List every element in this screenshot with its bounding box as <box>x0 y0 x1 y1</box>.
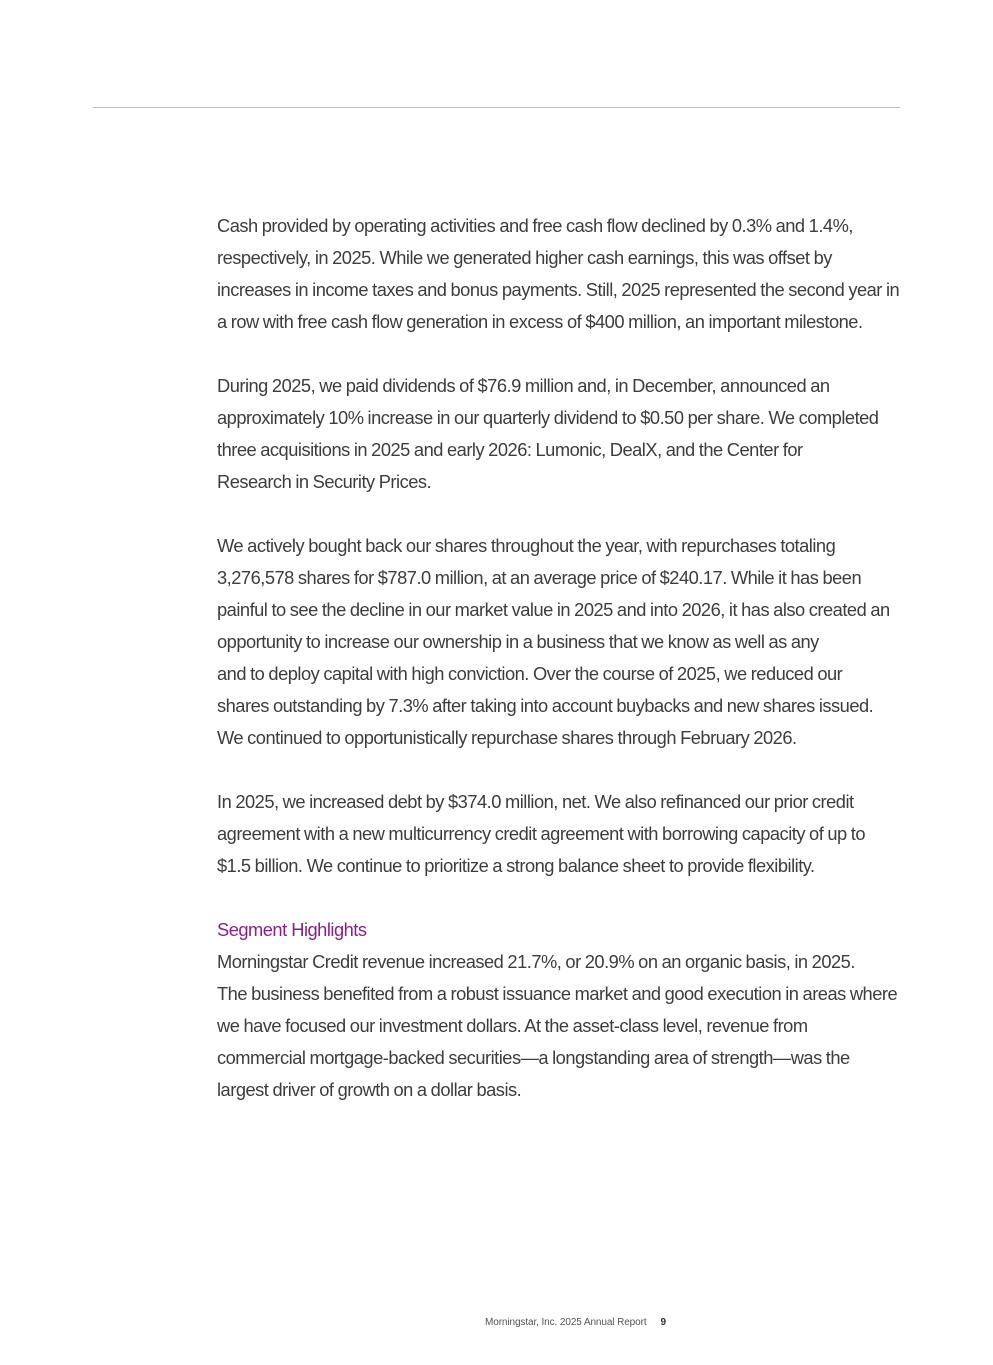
text-line: The business benefited from a robust issuance market and good execution in areas where <box>217 983 898 1004</box>
text-line: During 2025, we paid dividends of $76.9 million and, in December, announced an <box>217 375 830 396</box>
text-line: 3,276,578 shares for $787.0 million, at an average price of $240.17. While it has been <box>217 567 862 588</box>
text-line: Research in Security Prices. <box>217 471 432 492</box>
body-text <box>217 210 907 1138</box>
header-divider <box>93 107 900 108</box>
text-line: increases in income taxes and bonus payments. Still, 2025 represented the second year in <box>217 279 900 300</box>
paragraph-debt <box>217 786 907 882</box>
footer-report-title: Morningstar, Inc. 2025 Annual Report <box>485 1317 647 1328</box>
text-line: In 2025, we increased debt by $374.0 million, net. We also refinanced our prior credit <box>217 791 854 812</box>
paragraph-buybacks <box>217 530 907 754</box>
text-line: commercial mortgage-backed securities—a longstanding area of strength—was the <box>217 1047 850 1068</box>
text-line: painful to see the decline in our market value in 2025 and into 2026, it has also created an <box>217 599 890 620</box>
page-footer <box>0 1316 993 1330</box>
text-line: We continued to opportunistically repurchase shares through February 2026. <box>217 727 797 748</box>
paragraph-cash-flow <box>217 210 907 338</box>
text-line: a row with free cash flow generation in excess of $400 million, an important milestone. <box>217 311 863 332</box>
text-line: opportunity to increase our ownership in a business that we know as well as any <box>217 631 819 652</box>
text-line: We actively bought back our shares throughout the year, with repurchases totaling <box>217 535 836 556</box>
section-heading-segment-highlights: Segment Highlights <box>217 919 367 940</box>
text-line: $1.5 billion. We continue to prioritize a strong balance sheet to provide flexibility. <box>217 855 815 876</box>
text-line: Cash provided by operating activities and free cash flow declined by 0.3% and 1.4%, <box>217 215 853 236</box>
text-line: respectively, in 2025. While we generated higher cash earnings, this was offset by <box>217 247 832 268</box>
text-line: three acquisitions in 2025 and early 2026: Lumonic, DealX, and the Center for <box>217 439 803 460</box>
text-line: approximately 10% increase in our quarterly dividend to $0.50 per share. We completed <box>217 407 879 428</box>
text-line: shares outstanding by 7.3% after taking into account buybacks and new shares issued. <box>217 695 874 716</box>
text-line: Morningstar Credit revenue increased 21.7%, or 20.9% on an organic basis, in 2025. <box>217 951 855 972</box>
paragraph-segment-credit <box>217 946 907 1106</box>
text-line: we have focused our investment dollars. At the asset-class level, revenue from <box>217 1015 808 1036</box>
text-line: largest driver of growth on a dollar basis. <box>217 1079 522 1100</box>
text-line: and to deploy capital with high conviction. Over the course of 2025, we reduced our <box>217 663 843 684</box>
page-number: 9 <box>660 1317 666 1328</box>
paragraph-dividends <box>217 370 907 498</box>
text-line: agreement with a new multicurrency credit agreement with borrowing capacity of up to <box>217 823 866 844</box>
